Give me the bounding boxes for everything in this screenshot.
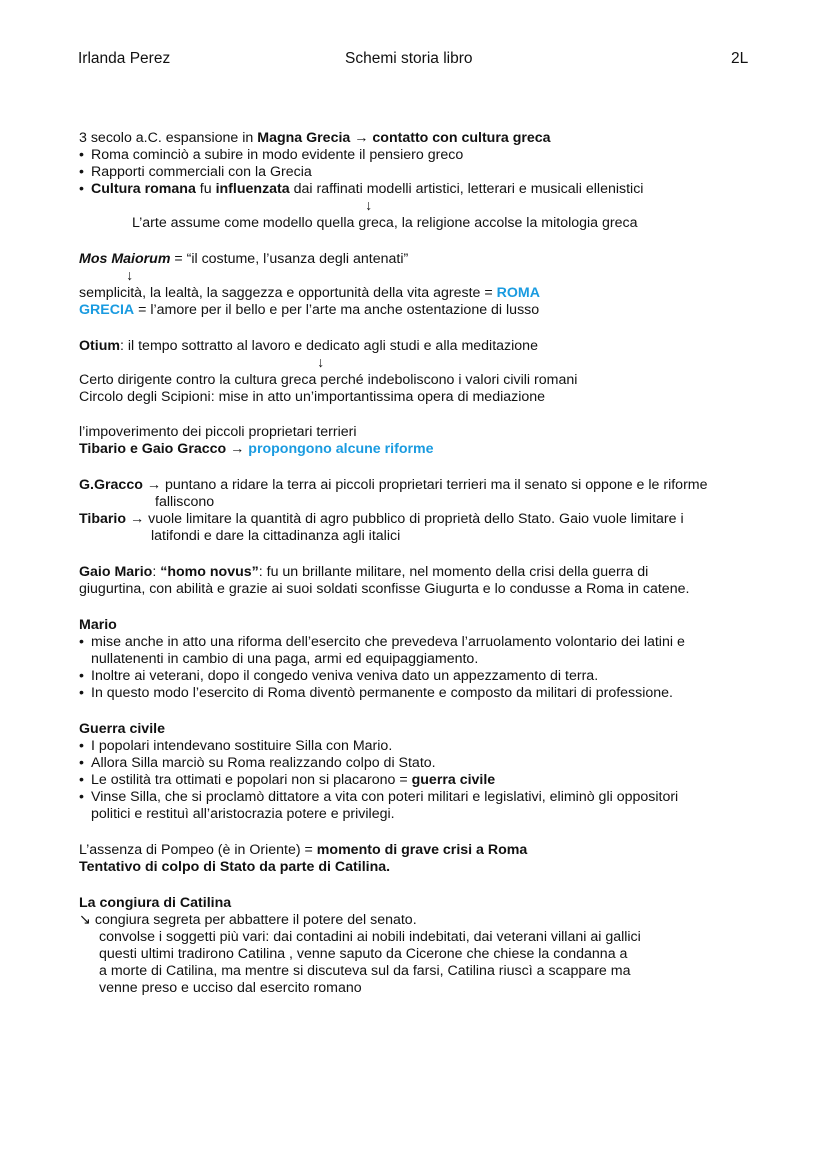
otium-consequence: Certo dirigente contro la cultura greca perché indeboliscono i valori civili romani bbox=[79, 372, 578, 388]
falliscono-label: falliscono bbox=[155, 494, 215, 510]
mos-maiorum-term: Mos Maiorum bbox=[79, 251, 171, 267]
section-title: Mario bbox=[79, 617, 117, 633]
list-item: • Le ostilità tra ottimati e popolari non si placarono = guerra civile bbox=[79, 772, 496, 788]
catilina-attempt-line: Tentativo di colpo di Stato da parte di Catilina. bbox=[79, 859, 391, 875]
list-item: • Inoltre ai veterani, dopo il congedo veniva veniva dato un appezzamento di terra. bbox=[79, 668, 599, 684]
bullet-icon: • bbox=[79, 164, 84, 180]
list-item: • Allora Silla marciò su Roma realizzando colpo di Stato. bbox=[79, 755, 436, 771]
bullet-icon: • bbox=[79, 755, 84, 771]
pompeo-line: L’assenza di Pompeo (è in Oriente) = momento di grave crisi a Roma bbox=[79, 842, 528, 858]
otium-term: Otium bbox=[79, 338, 120, 354]
header-title: Schemi storia libro bbox=[345, 50, 473, 67]
arrow-down-icon: ↓ bbox=[365, 198, 373, 214]
tibario-line: Tibario → vuole limitare la quantità di agro pubblico di proprietà dello Stato. Gaio vuole limitare i bbox=[79, 511, 684, 527]
bullet-icon: • bbox=[79, 789, 84, 805]
arrow-right-icon: → bbox=[230, 441, 245, 457]
grecia-line: GRECIA = l’amore per il bello e per l’arte ma anche ostentazione di lusso bbox=[79, 302, 540, 318]
list-item: • In questo modo l’esercito di Roma diventò permanente e composto da militari di professione. bbox=[79, 685, 673, 701]
congiura-line-2: convolse i soggetti più vari: dai contadini ai nobili indebitati, dai veterani villani ai gallici bbox=[99, 929, 641, 945]
bullet-icon: • bbox=[79, 668, 84, 684]
section-title: Guerra civile bbox=[79, 721, 165, 737]
congiura-line-3: questi ultimi tradirono Catilina , venne saputo da Cicerone che chiese la condanna a bbox=[99, 946, 628, 962]
bullet-icon: • bbox=[79, 634, 84, 650]
bullet-icon: • bbox=[79, 181, 84, 197]
header-author: Irlanda Perez bbox=[78, 50, 171, 67]
grecia-label: GRECIA bbox=[79, 302, 135, 318]
list-item: • Rapporti commerciali con la Grecia bbox=[79, 164, 312, 180]
list-item: • mise anche in atto una riforma dell’esercito che prevedeva l’arruolamento volontario dei latini e nullatenenti in cambio di una paga, armi ed equipaggiamento. bbox=[79, 634, 685, 667]
impoverimento-line: l’impoverimento dei piccoli proprietari terrieri bbox=[79, 424, 357, 440]
list-item: • Roma cominciò a subire in modo evidente il pensiero greco bbox=[79, 147, 464, 163]
section-title: La congiura di Catilina bbox=[79, 895, 232, 911]
arrow-down-icon: ↓ bbox=[126, 268, 134, 284]
arrow-right-icon: → bbox=[146, 477, 162, 493]
mos-maiorum-line: Mos Maiorum = “il costume, l’usanza degli antenati” bbox=[79, 251, 409, 267]
arrow-right-icon: → bbox=[130, 511, 145, 527]
bullet-icon: • bbox=[79, 738, 84, 754]
tibario-line-2: latifondi e dare la cittadinanza agli italici bbox=[151, 528, 401, 544]
bullet-icon: • bbox=[79, 685, 84, 701]
header-class: 2L bbox=[731, 50, 749, 67]
arrow-right-icon: → bbox=[354, 130, 369, 146]
bullet-icon: • bbox=[79, 147, 84, 163]
bullet-icon: • bbox=[79, 772, 84, 788]
list-item: • Vinse Silla, che si proclamò dittatore a vita con poteri militari e legislativi, eliminò gli oppositori politici e restituì all’aristocrazia potere e privilegi. bbox=[79, 789, 679, 822]
congiura-line-4: a morte di Catilina, ma mentre si discuteva sul da farsi, Catilina riuscì a scappare ma bbox=[99, 963, 631, 979]
list-item: • Cultura romana fu influenzata dai raffinati modelli artistici, letterari e musicali ellenistici bbox=[79, 181, 644, 197]
magna-grecia-term: Magna Grecia bbox=[257, 130, 351, 146]
arrow-down-right-icon: ↘ bbox=[79, 912, 91, 928]
congiura-line-5: venne preso e ucciso dal esercito romano bbox=[99, 980, 362, 996]
list-item: • I popolari intendevano sostituire Silla con Mario. bbox=[79, 738, 393, 754]
gaio-mario-line-2: giugurtina, con abilità e grazie ai suoi soldati sconfisse Giugurta e lo condusse a Roma in catene. bbox=[79, 581, 690, 597]
magna-grecia-line: 3 secolo a.C. espansione in Magna Grecia → contatto con cultura greca bbox=[79, 130, 551, 146]
roma-label: ROMA bbox=[496, 285, 540, 301]
scipioni-line: Circolo degli Scipioni: mise in atto un’importantissima opera di mediazione bbox=[79, 389, 546, 405]
greek-art-conclusion: L’arte assume come modello quella greca, la religione accolse la mitologia greca bbox=[132, 215, 638, 231]
gracchi-line: Tibario e Gaio Gracco → propongono alcune riforme bbox=[79, 441, 434, 457]
gracco-line: G.Gracco → puntano a ridare la terra ai piccoli proprietari terrieri ma il senato si oppone e le riforme bbox=[79, 477, 708, 493]
congiura-line: ↘ congiura segreta per abbattere il potere del senato. bbox=[79, 912, 417, 928]
gaio-mario-line: Gaio Mario: “homo novus”: fu un brillante militare, nel momento della crisi della guerra di bbox=[79, 564, 649, 580]
roma-line: semplicità, la lealtà, la saggezza e opportunità della vita agreste = ROMA bbox=[79, 285, 540, 301]
otium-line: Otium: il tempo sottratto al lavoro e dedicato agli studi e alla meditazione bbox=[79, 338, 538, 354]
notes-body bbox=[79, 130, 749, 997]
arrow-down-icon: ↓ bbox=[317, 355, 325, 371]
